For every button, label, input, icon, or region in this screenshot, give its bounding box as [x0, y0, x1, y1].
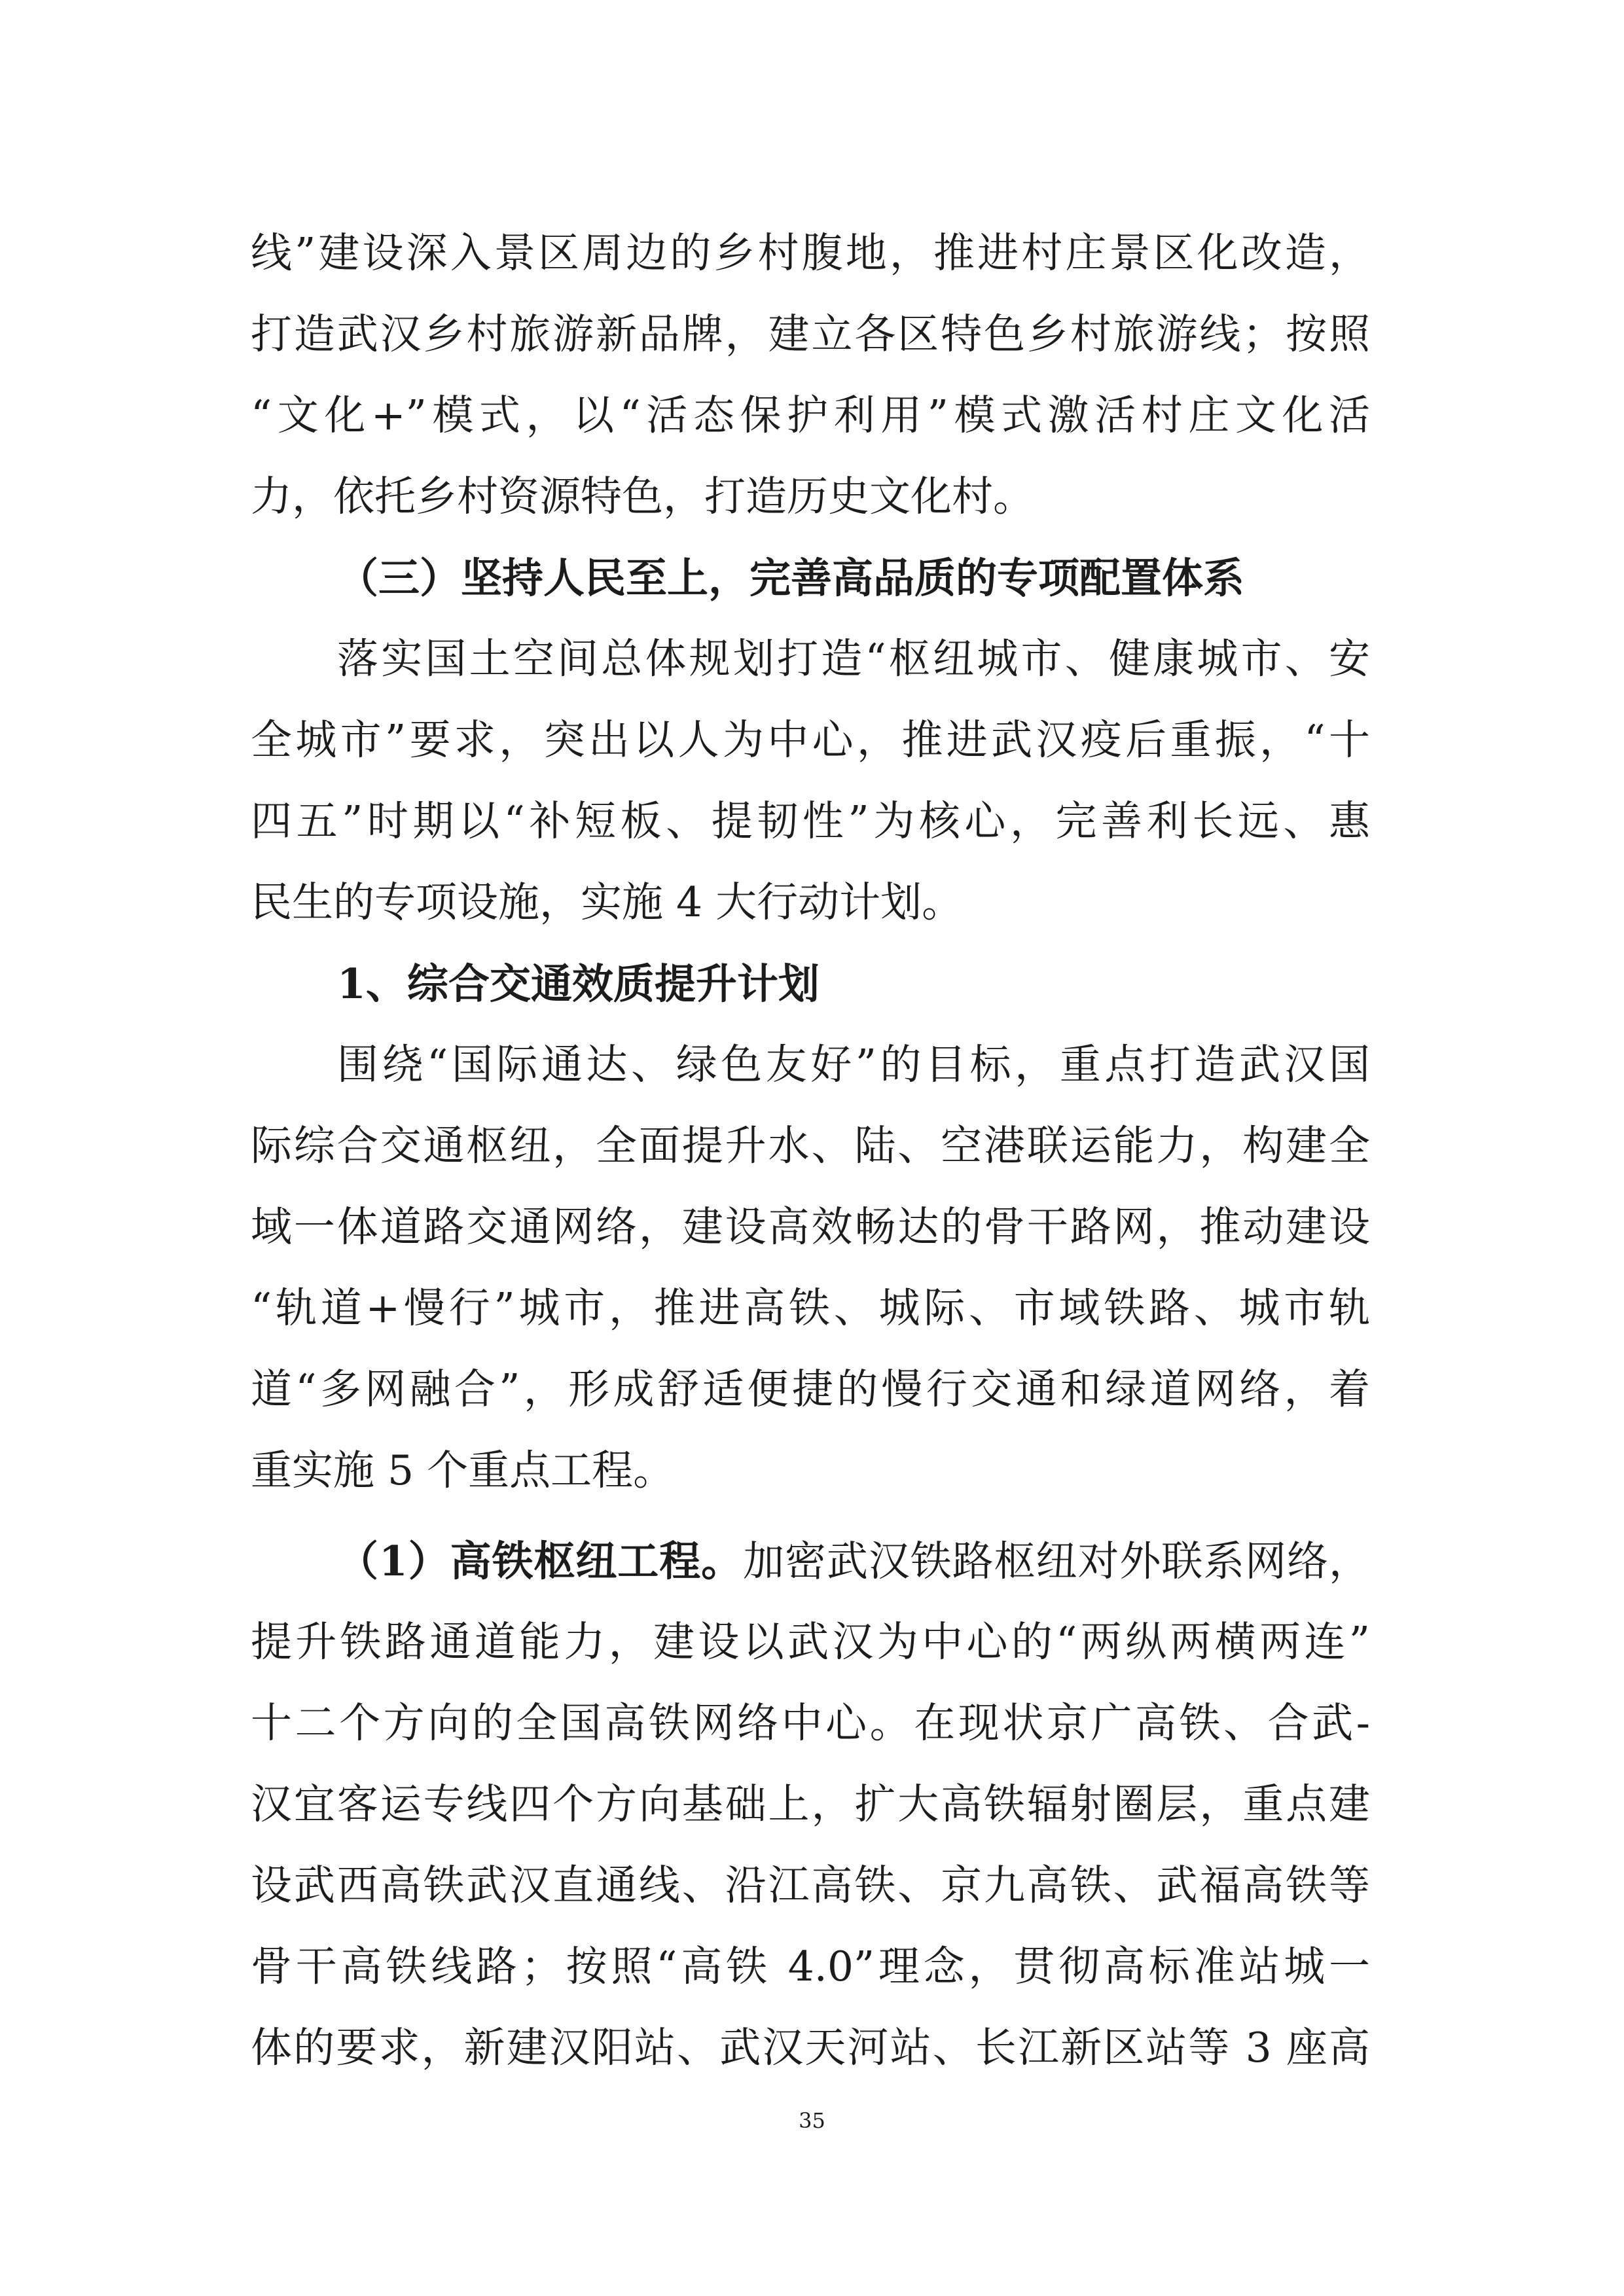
paragraph-line — [251, 1520, 1370, 1602]
paragraph-line: 道“多网融合”，形成舒适便捷的慢行交通和绿道网络，着 — [251, 1365, 1370, 1413]
document-body — [251, 213, 1370, 2089]
paragraph-line: “文化+”模式，以“活态保护利用”模式激活村庄文化活 — [251, 391, 1370, 439]
paragraph-line: 力，依托乡村资源特色，打造历史文化村。 — [251, 473, 1034, 520]
paragraph-line: 提升铁路通道能力，建设以武汉为中心的“两纵两横两连” — [251, 1618, 1370, 1666]
paragraph-line: 汉宜客运专线四个方向基础上，扩大高铁辐射圈层，重点建 — [251, 1780, 1370, 1828]
paragraph-special-facilities — [251, 619, 1370, 943]
page-number: 35 — [799, 2108, 825, 2133]
paragraph-line: 体的要求，新建汉阳站、武汉天河站、长江新区站等 3 座高 — [251, 2024, 1370, 2072]
paragraph-line: 重实施 5 个重点工程。 — [251, 1446, 675, 1494]
paragraph-line: 围绕“国际通达、绿色友好”的目标，重点打造武汉国 — [337, 1041, 1370, 1088]
paragraph-line: 落实国土空间总体规划打造“枢纽城市、健康城市、安 — [337, 635, 1370, 683]
subsection-heading: 1、综合交通效质提升计划 — [337, 960, 820, 1008]
paragraph-line: 全城市”要求，突出以人为中心，推进武汉疫后重振，“十 — [251, 716, 1370, 764]
paragraph-line: 十二个方向的全国高铁网络中心。在现状京广高铁、合武- — [251, 1699, 1370, 1747]
paragraph-line: 设武西高铁武汉直通线、沿江高铁、京九高铁、武福高铁等 — [251, 1861, 1370, 1909]
paragraph-line: 域一体道路交通网络，建设高效畅达的骨干路网，推动建设 — [251, 1203, 1370, 1251]
paragraph-high-speed-rail — [251, 1520, 1370, 2089]
paragraph-line: 四五”时期以“补短板、提韧性”为核心，完善利长远、惠 — [251, 797, 1370, 845]
section-heading: （三）坚持人民至上，完善高品质的专项配置体系 — [337, 554, 1244, 602]
paragraph-line: 打造武汉乡村旅游新品牌，建立各区特色乡村旅游线；按照 — [251, 310, 1370, 358]
paragraph-transport-hub — [251, 1024, 1370, 1511]
paragraph-line: “轨道+慢行”城市，推进高铁、城际、市域铁路、城市轨 — [251, 1284, 1370, 1332]
paragraph-rural-tourism — [251, 213, 1370, 537]
paragraph-line: 民生的专项设施，实施 4 大行动计划。 — [251, 878, 964, 926]
paragraph-line: 骨干高铁线路；按照“高铁 4.0”理念，贯彻高标准站城一 — [251, 1943, 1370, 1990]
paragraph-line-text: 加密武汉铁路枢纽对外联系网络， — [743, 1537, 1371, 1585]
bold-lead: （1）高铁枢纽工程。 — [337, 1537, 744, 1585]
paragraph-line: 线”建设深入景区周边的乡村腹地，推进村庄景区化改造， — [251, 229, 1370, 277]
paragraph-line: 际综合交通枢纽，全面提升水、陆、空港联运能力，构建全 — [251, 1122, 1370, 1170]
